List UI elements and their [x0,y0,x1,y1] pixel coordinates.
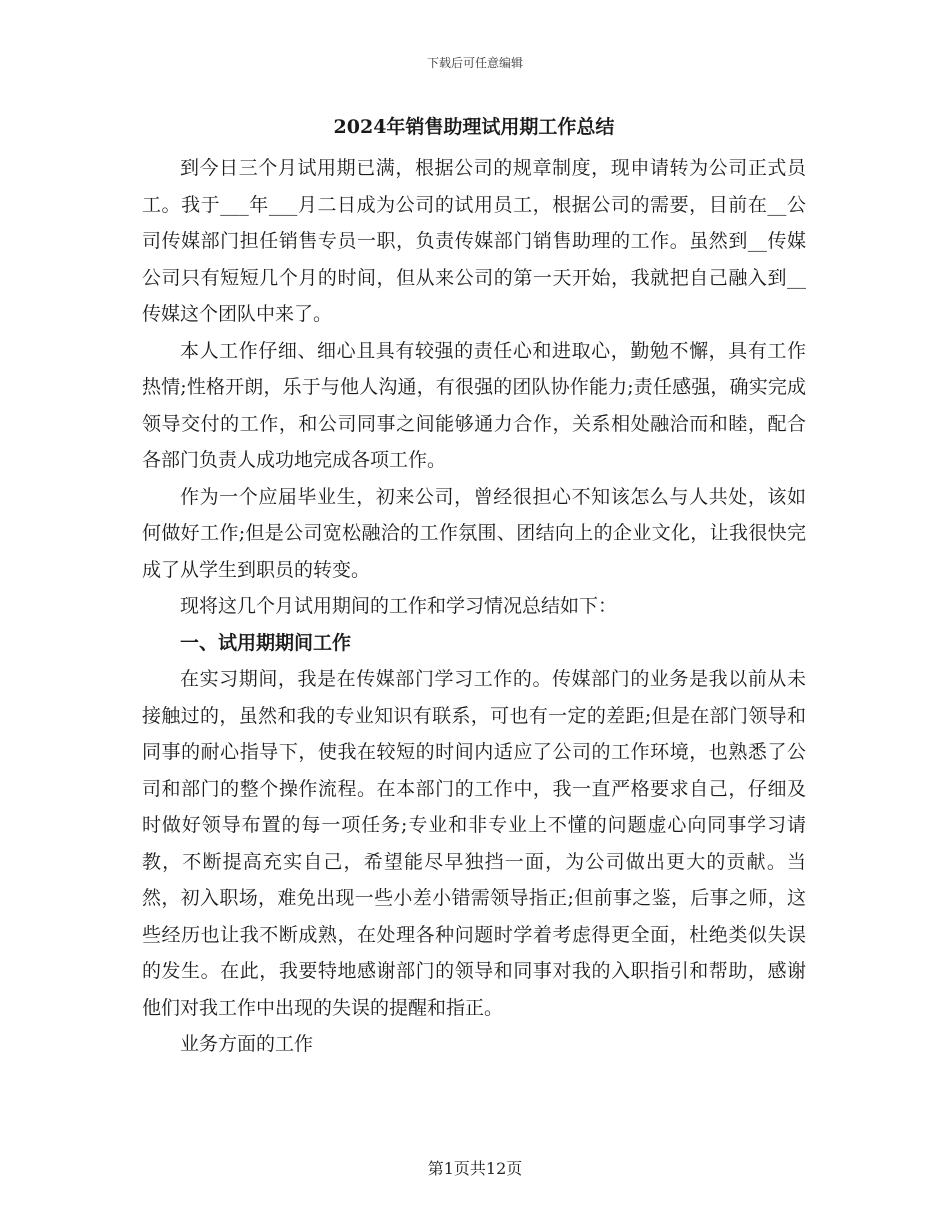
paragraph-adaptation: 作为一个应届毕业生，初来公司，曾经很担心不知该怎么与人共处，该如何做好工作;但是公司宽松融洽的工作氛围、团结向上的企业文化，让我很快完成了从学生到职员的转变。 [142,485,806,581]
page-footer: 第1页共12页 [427,1159,523,1178]
header-note: 下载后可任意编辑 [426,56,523,70]
paragraph-internship-work: 在实习期间，我是在传媒部门学习工作的。传媒部门的业务是我以前从未接触过的，虽然和我的专业知识有联系，可也有一定的差距;但是在部门领导和同事的耐心指导下，使我在较短的时间内适应了公司的工作环境，也熟悉了公司和部门的整个操作流程。在本部门的工作中，我一直严格要求自己，仔细及时做好领导布置的每一项任务;专业和非专业上不懂的问题虚心向同事学习请教，不断提高充实自己，希望能尽早独挡一面，为公司做出更大的贡献。当然，初入职场，难免出现一些小差小错需领导指正;但前事之鉴，后事之师，这些经历也让我不断成熟，在处理各种问题时学着考虑得更全面，杜绝类似失误的发生。在此，我要特地感谢部门的领导和同事对我的入职指引和帮助，感谢他们对我工作中出现的失误的提醒和指正。 [142,668,806,1019]
document-body [142,112,806,1063]
section-heading: 一、试用期期间工作 [180,631,352,654]
paragraph-self-evaluation: 本人工作仔细、细心且具有较强的责任心和进取心，勤勉不懈，具有工作热情;性格开朗，乐于与他人沟通，有很强的团队协作能力;责任感强，确实完成领导交付的工作，和公司同事之间能够通力合作，关系相处融洽而和睦，配合各部门负责人成功地完成各项工作。 [142,339,806,471]
document-title: 2024年销售助理试用期工作总结 [333,116,615,138]
paragraph-intro: 到今日三个月试用期已满，根据公司的规章制度，现申请转为公司正式员工。我于___年___月二日成为公司的试用员工，根据公司的需要，目前在__公司传媒部门担任销售专员一职，负责传媒部门销售助理的工作。虽然到__传媒公司只有短短几个月的时间，但从来公司的第一天开始，我就把自己融入到__传媒这个团队中来了。 [142,157,806,325]
paragraph-business-work: 业务方面的工作 [180,1033,314,1055]
paragraph-summary-lead: 现将这几个月试用期间的工作和学习情况总结如下： [180,595,618,617]
